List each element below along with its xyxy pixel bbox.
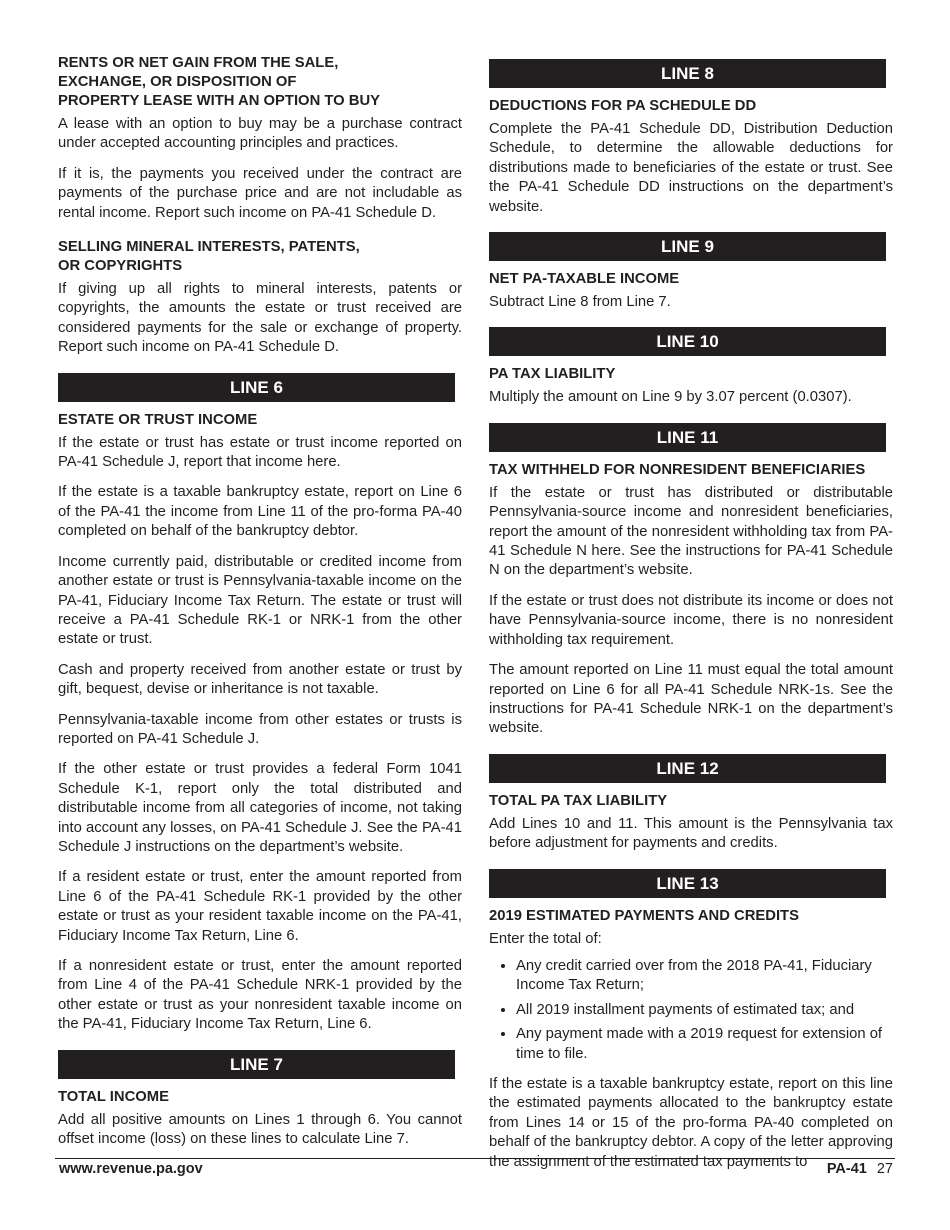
line-13-bullet-list (489, 957, 893, 1064)
line-13-paragraph: Enter the total of: (489, 930, 602, 947)
line-9-banner: LINE 9 (489, 232, 886, 261)
mineral-heading: SELLING MINERAL INTERESTS, PATENTS, OR COPYRIGHTS (58, 239, 360, 275)
list-item: • Any payment made with a 2019 request for extension of time to file. (516, 1025, 893, 1064)
line-13-heading: 2019 ESTIMATED PAYMENTS AND CREDITS (489, 907, 799, 924)
footer-form-name: PA-41 (826, 1161, 867, 1177)
line-6-paragraph: If a resident estate or trust, enter the amount reported from Line 6 of the PA-41 Schedule RK-1 provided by the other estate or trust as your resident taxable income on the PA-41, Fiduciary Income Tax Return, Line 6. (58, 869, 462, 944)
line-12-heading: TOTAL PA TAX LIABILITY (489, 792, 668, 809)
footer-website-link[interactable]: www.revenue.pa.gov (59, 1161, 203, 1177)
line-9-paragraph: Subtract Line 8 from Line 7. (489, 294, 671, 311)
line-6-paragraph: If the other estate or trust provides a federal Form 1041 Schedule K-1, report only the total distributed and distributable income from all categories of income, not taking into account any losses, on PA-41 Schedule J. See the PA-41 Schedule J instructions on the department’s website. (58, 761, 462, 855)
line-11-paragraph: The amount reported on Line 11 must equal the total amount reported on Line 6 for all PA-41 Schedule NRK-1s. See the instructions for PA-41 Schedule NRK-1 on the department’s website. (489, 662, 893, 737)
line-6-paragraph: If the estate is a taxable bankruptcy estate, report on Line 6 of the PA-41 the income from Line 11 of the pro-forma PA-40 completed on behalf of the bankruptcy debtor. (58, 484, 462, 540)
list-item: • Any credit carried over from the 2018 PA-41, Fiduciary Income Tax Return; (516, 957, 893, 996)
line-10-heading: PA TAX LIABILITY (489, 366, 616, 383)
line-11-paragraph: If the estate or trust has distributed or distributable Pennsylvania-source income and nonresident beneficiaries, report the amount of the nonresident withholding tax from PA-41 Schedule N here. See the instructions for PA-41 Schedule N on the department’s website. (489, 484, 893, 579)
right-column (489, 59, 893, 1183)
line-12-banner: LINE 12 (489, 754, 886, 783)
line-6-paragraph: Pennsylvania-taxable income from other estates or trusts is reported on PA-41 Schedule J. (58, 711, 462, 747)
footer-divider (55, 1158, 895, 1159)
line-11-banner: LINE 11 (489, 423, 886, 452)
line-13-banner: LINE 13 (489, 869, 886, 898)
line-6-paragraph: Cash and property received from another estate or trust by gift, bequest, devise or inheritance is not taxable. (58, 661, 462, 698)
line-8-banner: LINE 8 (489, 59, 886, 88)
line-10-banner: LINE 10 (489, 327, 886, 356)
mineral-paragraph: If giving up all rights to mineral interests, patents or copyrights, the amounts the estate or trust received are considered payments for the sale or exchange of property. Report such income on PA-41 Schedule D. (58, 281, 462, 356)
line-7-banner: LINE 7 (58, 1050, 455, 1079)
line-6-paragraph: If the estate or trust has estate or trust income reported on PA-41 Schedule J, report that income here. (58, 434, 462, 471)
line-11-heading: TAX WITHHELD FOR NONRESIDENT BENEFICIARIES (489, 461, 866, 478)
left-column (58, 54, 462, 1160)
rents-heading: RENTS OR NET GAIN FROM THE SALE, EXCHANGE, OR DISPOSITION OF PROPERTY LEASE WITH AN OPTION TO BUY (58, 55, 380, 109)
line-11-paragraph: If the estate or trust does not distribute its income or does not have Pennsylvania-source income, there is no nonresident withholding tax requirement. (489, 592, 893, 648)
line-6-paragraph: If a nonresident estate or trust, enter the amount reported from Line 4 of the PA-41 Schedule NRK-1 provided by the other estate or trust as your nonresident taxable income on the PA-41, Fiduciary Income Tax Return, Line 6. (58, 958, 462, 1033)
line-8-paragraph: Complete the PA-41 Schedule DD, Distribution Deduction Schedule, to determine the allowable deductions for distributions made to beneficiaries of the estate or trust. See the PA-41 Schedule DD instructions on the department’s website. (489, 121, 893, 215)
list-item: • All 2019 installment payments of estimated tax; and (516, 1001, 893, 1020)
line-9-heading: NET PA-TAXABLE INCOME (489, 271, 680, 288)
rents-paragraph: A lease with an option to buy may be a purchase contract under accepted accounting principles and practices. (58, 116, 462, 152)
rents-paragraph: If it is, the payments you received under the contract are payments of the purchase price and are not includable as rental income. Report such income on PA-41 Schedule D. (58, 165, 462, 221)
line-7-heading: TOTAL INCOME (58, 1088, 169, 1105)
line-8-heading: DEDUCTIONS FOR PA SCHEDULE DD (489, 98, 757, 114)
line-7-paragraph: Add all positive amounts on Lines 1 through 6. You cannot offset income (loss) on these lines to calculate Line 7. (58, 1111, 462, 1148)
line-12-paragraph: Add Lines 10 and 11. This amount is the Pennsylvania tax before adjustment for payments and credits. (489, 815, 893, 852)
line-10-paragraph: Multiply the amount on Line 9 by 3.07 percent (0.0307). (489, 389, 852, 406)
line-13-paragraph: If the estate is a taxable bankruptcy estate, report on this line the estimated payments allocated to the bankruptcy estate from Lines 14 or 15 of the pro-forma PA-40 completed on behalf of the bankruptcy debtor. A copy of the letter approving the assignment of the estimated tax payments to (489, 1075, 893, 1170)
line-6-paragraph: Income currently paid, distributable or credited income from another estate or trust is Pennsylvania-taxable income on the PA-41, Fiduciary Income Tax Return. The estate or trust will receive a PA-41 Schedule RK-1 or NRK-1 from the other estate or trust. (58, 553, 462, 648)
footer-page-number: 27 (876, 1161, 893, 1177)
line-6-heading: ESTATE OR TRUST INCOME (58, 411, 258, 428)
footer-page-info (827, 1160, 893, 1178)
line-6-banner: LINE 6 (58, 373, 455, 402)
